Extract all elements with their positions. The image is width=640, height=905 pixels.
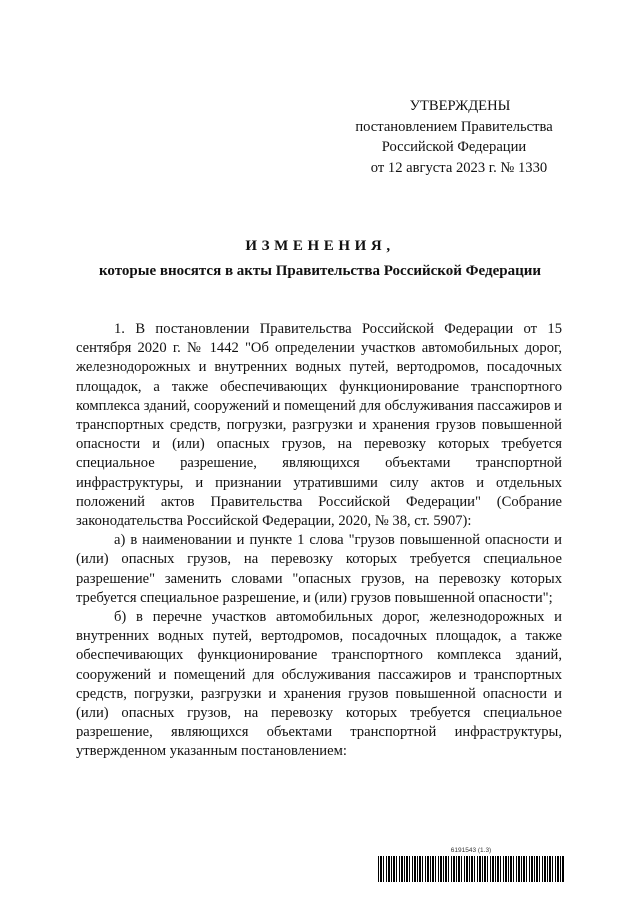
paragraph-1: 1. В постановлении Правительства Российской Федерации от 15 сентября 2020 г. № 1442 "Об определении участков автомобильных дорог, железнодорожных и внутренних водных путей, вертодромов, посадочных площадок, а также обеспечивающих функционирование транспортного комплекса зданий, сооружений и помещений для обслуживания пассажиров и транспортных средств, погрузки, разгрузки и хранения грузов повышенной опасности и (или) опасных грузов, на перевозку которых требуется специальное разрешение, являющихся объектами транспортной инфраструктуры, и признании утратившими силу актов и отдельных положений актов Правительства Российской Федерации" (Собрание законодательства Российской Федерации, 2020, № 38, ст. 5907): xyxy=(76,321,562,530)
barcode-bars xyxy=(378,856,564,882)
approval-stamp xyxy=(344,96,564,178)
paragraph-a: а) в наименовании и пункте 1 слова "грузов повышенной опасности и (или) опасных грузов, на перевозку которых требуется специальное разрешение" заменить словами "опасных грузов, на перевозку которых требуется специальное разрешение, и (или) грузов повышенной опасности"; xyxy=(76,532,562,606)
document-subtitle: которые вносятся в акты Правительства Российской Федерации xyxy=(98,263,542,279)
barcode-number: 6191543 (1.3) xyxy=(450,847,492,854)
approval-line-government: Российской Федерации xyxy=(381,139,527,155)
approval-line-resolution: постановлением Правительства xyxy=(355,118,553,135)
document-body xyxy=(76,320,562,762)
approval-heading: УТВЕРЖДЕНЫ xyxy=(409,98,511,114)
paragraph-b: б) в перечне участков автомобильных дорог, железнодорожных и внутренних водных путей, вертодромов, посадочных площадок, а также обеспечивающих функционирование транспортного комплекса зданий, сооружений и помещений для обслуживания пассажиров и транспортных средств, погрузки, разгрузки и хранения грузов повышенной опасности и (или) опасных грузов, на перевозку которых требуется специальное разрешение, являющихся объектами транспортной инфраструктуры, утвержденном указанным постановлением: xyxy=(76,609,562,760)
document-barcode xyxy=(378,847,564,881)
document-title: ИЗМЕНЕНИЯ, xyxy=(245,238,395,254)
approval-line-date: от 12 августа 2023 г. № 1330 xyxy=(370,159,548,176)
